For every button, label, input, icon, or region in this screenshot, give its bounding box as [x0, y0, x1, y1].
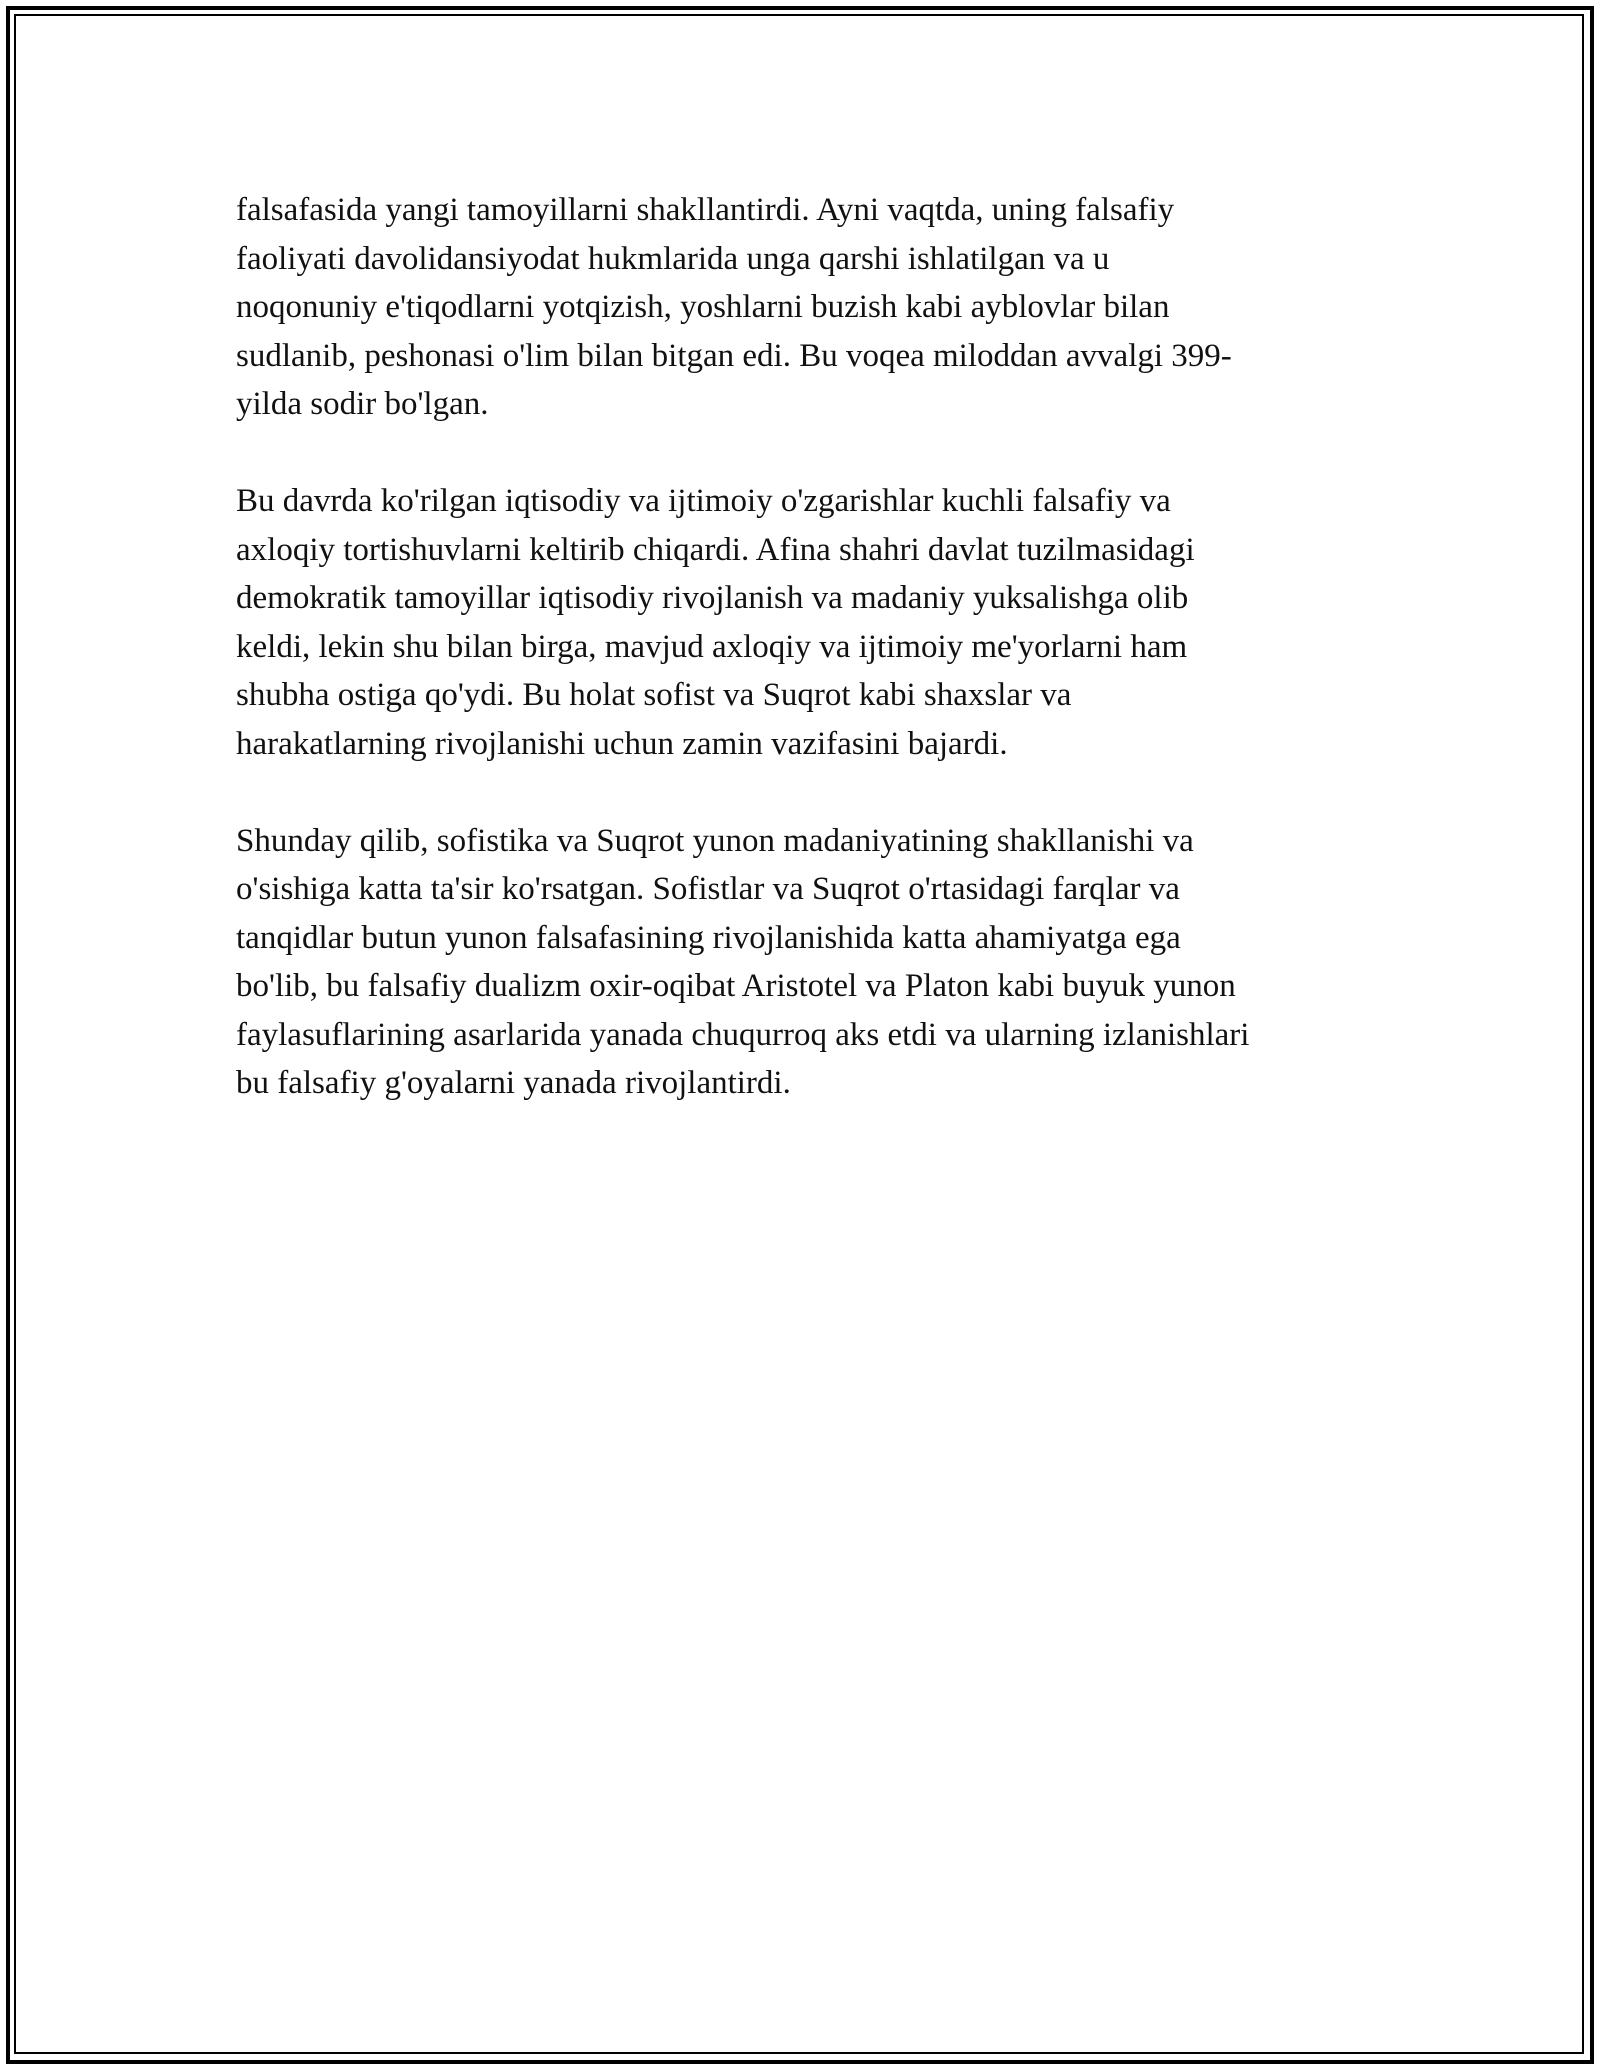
- paragraph-2: Bu davrda ko'rilgan iqtisodiy va ijtimoiy o'zgarishlar kuchli falsafiy va axloqiy tortishuvlarni keltirib chiqardi. Afina shahri davlat tuzilmasidagi demokratik tamoyillar iqtisodiy rivojlanish va madaniy yuksalishga olib keldi, lekin shu bilan birga, mavjud axloqiy va ijtimoiy me'yorlarni ham shubha ostiga qo'ydi. Bu holat sofist va Suqrot kabi shaxslar va harakatlarning rivojlanishi uchun zamin vazifasini bajardi.: [236, 483, 1195, 762]
- paragraph-3: Shunday qilib, sofistika va Suqrot yunon madaniyatining shakllanishi va o'sishiga katta ta'sir ko'rsatgan. Sofistlar va Suqrot o'rtasidagi farqlar va tanqidlar butun yunon falsafasining rivojlanishida katta ahamiyatga ega bo'lib, bu falsafiy dualizm oxir-oqibat Aristotel va Platon kabi buyuk yunon faylasuflarining asarlarida yanada chuqurroq aks etdi va ularning izlanishlari bu falsafiy g'oyalarni yanada rivojlantirdi.: [236, 822, 1250, 1101]
- document-body: [236, 186, 1366, 1156]
- paragraph-1: falsafasida yangi tamoyillarni shakllantirdi. Ayni vaqtda, uning falsafiy faoliyati davolidansiyodat hukmlarida unga qarshi ishlatilgan va u noqonuniy e'tiqodlarni yotqizish, yoshlarni buzish kabi ayblovlar bilan sudlanib, peshonasi o'lim bilan bitgan edi. Bu voqea miloddan avvalgi 399- yilda sodir bo'lgan.: [236, 192, 1232, 422]
